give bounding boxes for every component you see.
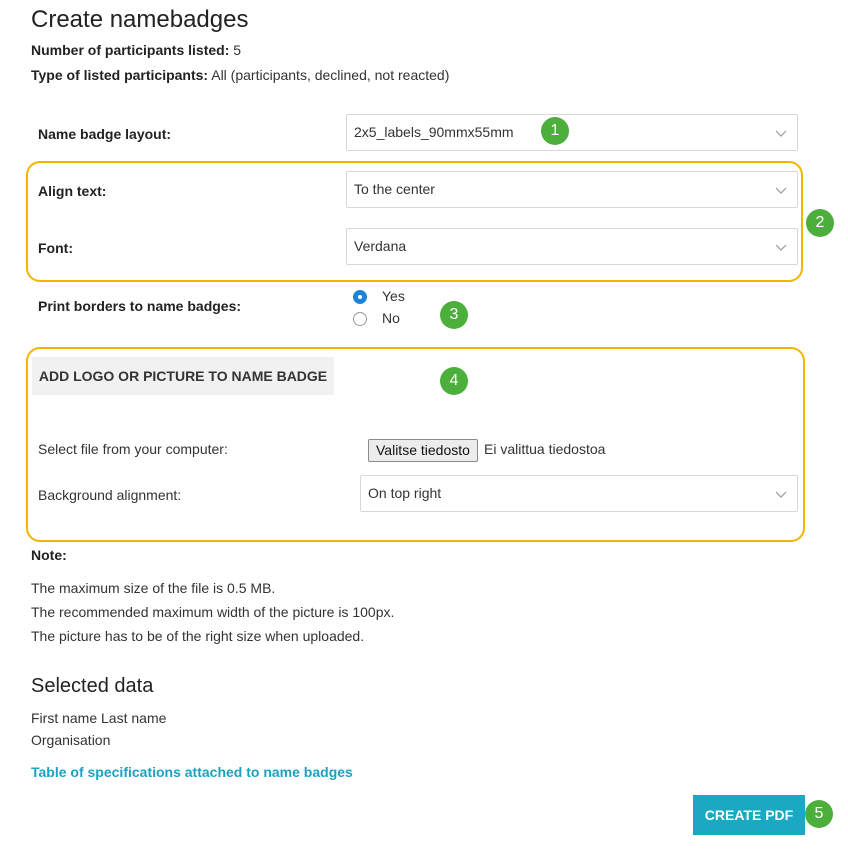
align-select-value: To the center: [354, 181, 435, 197]
chevron-down-icon: [775, 241, 787, 253]
borders-yes-radio[interactable]: [353, 290, 367, 304]
spec-table-link[interactable]: Table of specifications attached to name badges: [31, 764, 353, 780]
file-select-label: Select file from your computer:: [38, 441, 228, 457]
font-select[interactable]: [346, 228, 798, 265]
chevron-down-icon: [775, 184, 787, 196]
annotation-1: 1: [541, 117, 569, 145]
borders-label: Print borders to name badges:: [38, 298, 242, 314]
borders-yes-label[interactable]: Yes: [382, 288, 405, 304]
bg-align-select-value: On top right: [368, 485, 442, 501]
add-logo-button[interactable]: ADD LOGO OR PICTURE TO NAME BADGE: [32, 357, 334, 395]
font-label: Font:: [38, 240, 73, 256]
layout-select[interactable]: [346, 114, 798, 151]
borders-no-label[interactable]: No: [382, 310, 400, 326]
participants-type-label: Type of listed participants:: [31, 67, 209, 83]
selected-data-line: First name Last name: [31, 710, 167, 726]
selected-data-title: Selected data: [31, 675, 154, 697]
annotation-4: 4: [440, 367, 468, 395]
create-pdf-button[interactable]: CREATE PDF: [693, 795, 805, 835]
annotation-3: 3: [440, 301, 468, 329]
bg-align-select[interactable]: [360, 475, 798, 512]
annotation-5: 5: [805, 800, 833, 828]
bg-align-label: Background alignment:: [38, 487, 182, 503]
annotation-2: 2: [806, 209, 834, 237]
align-label: Align text:: [38, 183, 107, 199]
participants-count-label: Number of participants listed:: [31, 42, 230, 58]
font-select-value: Verdana: [354, 238, 407, 254]
note-line: The recommended maximum width of the picture is 100px.: [31, 604, 395, 620]
participants-count: [31, 42, 241, 58]
align-select[interactable]: [346, 171, 798, 208]
chevron-down-icon: [775, 488, 787, 500]
selected-data-line: Organisation: [31, 732, 111, 748]
note-line: The picture has to be of the right size when uploaded.: [31, 628, 365, 644]
choose-file-button[interactable]: Valitse tiedosto: [368, 439, 478, 462]
participants-type: [31, 67, 449, 83]
note-line: The maximum size of the file is 0.5 MB.: [31, 580, 276, 596]
page-title: Create namebadges: [31, 6, 249, 33]
file-status: Ei valittua tiedostoa: [484, 441, 606, 457]
layout-select-value: 2x5_labels_90mmx55mm: [354, 124, 514, 140]
borders-no-radio[interactable]: [353, 312, 367, 326]
layout-label: Name badge layout:: [38, 126, 172, 142]
participants-count-value: 5: [233, 42, 242, 58]
participants-type-value: All (participants, declined, not reacted): [211, 67, 450, 83]
note-title: Note:: [31, 547, 67, 563]
chevron-down-icon: [775, 127, 787, 139]
